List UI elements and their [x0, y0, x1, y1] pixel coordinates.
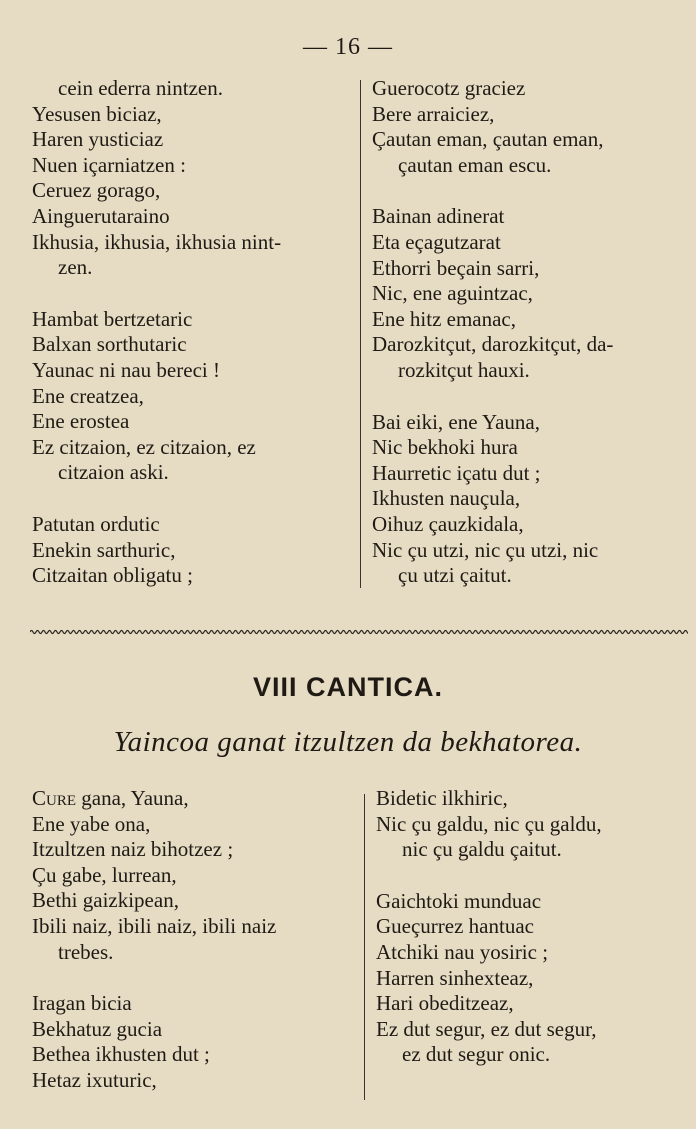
verse-line: Gaichtoki munduac: [376, 888, 542, 913]
verse-line: trebes.: [58, 939, 114, 964]
verse-line: Bainan adinerat: [372, 204, 505, 229]
verse-line: Ikhusten nauçula,: [372, 486, 521, 511]
verse-line: Oihuz çauzkidala,: [372, 511, 524, 536]
verse-line: Hari obeditzeaz,: [376, 991, 514, 1016]
verse-line: Bekhatuz gucia: [32, 1016, 163, 1041]
verse-line: Balxan sorthutaric: [32, 332, 187, 357]
verse-line: Ez dut segur, ez dut segur,: [376, 1016, 597, 1041]
verse-line: citzaion aski.: [58, 460, 169, 485]
bottom-right-column: [376, 786, 690, 1068]
verse-line: Yesusen biciaz,: [32, 101, 162, 126]
verse-line: çautan eman escu.: [398, 152, 552, 177]
verse-line: Hambat bertzetaric: [32, 306, 193, 331]
verse-line: Harren sinhexteaz,: [376, 965, 534, 990]
verse-line: Çu gabe, lurrean,: [32, 862, 177, 887]
verse-line: Ibili naiz, ibili naiz, ibili naiz: [32, 913, 277, 938]
verse-line: Ene yabe ona,: [32, 811, 151, 836]
verse-line: çu utzi çaitut.: [398, 563, 512, 588]
bottom-left-column: [32, 786, 354, 1094]
verse-line: Enekin sarthuric,: [32, 537, 176, 562]
verse-line: Patutan ordutic: [32, 511, 160, 536]
drop-word: Cure: [32, 786, 77, 810]
verse-line: Ene erostea: [32, 409, 130, 434]
verse-line: Itzultzen naiz bihotzez ;: [32, 837, 234, 862]
verse-line-rest: gana, Yauna,: [76, 786, 189, 810]
column-divider: [360, 80, 361, 588]
verse-line: cein ederra nintzen.: [58, 76, 223, 100]
verse-line: Ethorri beçain sarri,: [372, 255, 540, 280]
verse-line: [32, 786, 354, 812]
verse-line: Iragan bicia: [32, 991, 132, 1016]
section-heading: VIII CANTICA.: [252, 672, 443, 702]
verse-line: Bethea ikhusten dut ;: [32, 1042, 210, 1067]
verse-line: ez dut segur onic.: [402, 1042, 551, 1067]
verse-line: Eta eçagutzarat: [372, 229, 501, 254]
verse-line: Ez citzaion, ez citzaion, ez: [32, 434, 256, 459]
verse-line: Darozkitçut, darozkitçut, da-: [372, 332, 614, 357]
verse-line: Ene creatzea,: [32, 383, 144, 408]
verse-line: rozkitçut hauxi.: [398, 357, 530, 382]
verse-line: Nuen içarniatzen :: [32, 152, 186, 177]
verse-line: nic çu galdu çaitut.: [402, 837, 562, 862]
verse-line: Bidetic ilkhiric,: [376, 786, 508, 810]
verse-line: Ceruez gorago,: [32, 178, 161, 203]
top-left-column: [32, 76, 354, 589]
verse-line: Nic, ene aguintzac,: [372, 281, 533, 306]
verse-line: Bethi gaizkipean,: [32, 888, 179, 913]
verse-line: Nic çu galdu, nic çu galdu,: [376, 811, 602, 836]
verse-line: zen.: [58, 255, 93, 280]
verse-line: Ainguerutaraino: [32, 203, 170, 228]
page-number: — 16 —: [303, 34, 393, 60]
verse-line: Yaunac ni nau bereci !: [32, 357, 220, 382]
section-subtitle: Yaincoa ganat itzultzen da bekhatorea.: [113, 726, 583, 758]
verse-line: Gueçurrez hantuac: [376, 914, 534, 939]
verse-line: Bai eiki, ene Yauna,: [372, 409, 540, 434]
column-divider: [364, 794, 365, 1100]
verse-line: Nic çu utzi, nic çu utzi, nic: [372, 537, 599, 562]
verse-line: Haurretic içatu dut ;: [372, 460, 541, 485]
verse-line: Bere arraiciez,: [372, 101, 495, 126]
verse-line: Çautan eman, çautan eman,: [372, 127, 604, 152]
verse-line: Nic bekhoki hura: [372, 435, 518, 460]
verse-line: Ene hitz emanac,: [372, 306, 517, 331]
top-right-column: [372, 76, 690, 589]
verse-line: Citzaitan obligatu ;: [32, 563, 193, 588]
verse-line: Ikhusia, ikhusia, ikhusia nint-: [32, 229, 282, 254]
verse-line: Atchiki nau yosiric ;: [376, 939, 549, 964]
verse-line: Hetaz ixuturic,: [32, 1067, 157, 1092]
verse-line: Haren yusticiaz: [32, 127, 164, 152]
verse-line: Guerocotz graciez: [372, 76, 526, 100]
decorative-wavy-rule: [30, 628, 688, 636]
